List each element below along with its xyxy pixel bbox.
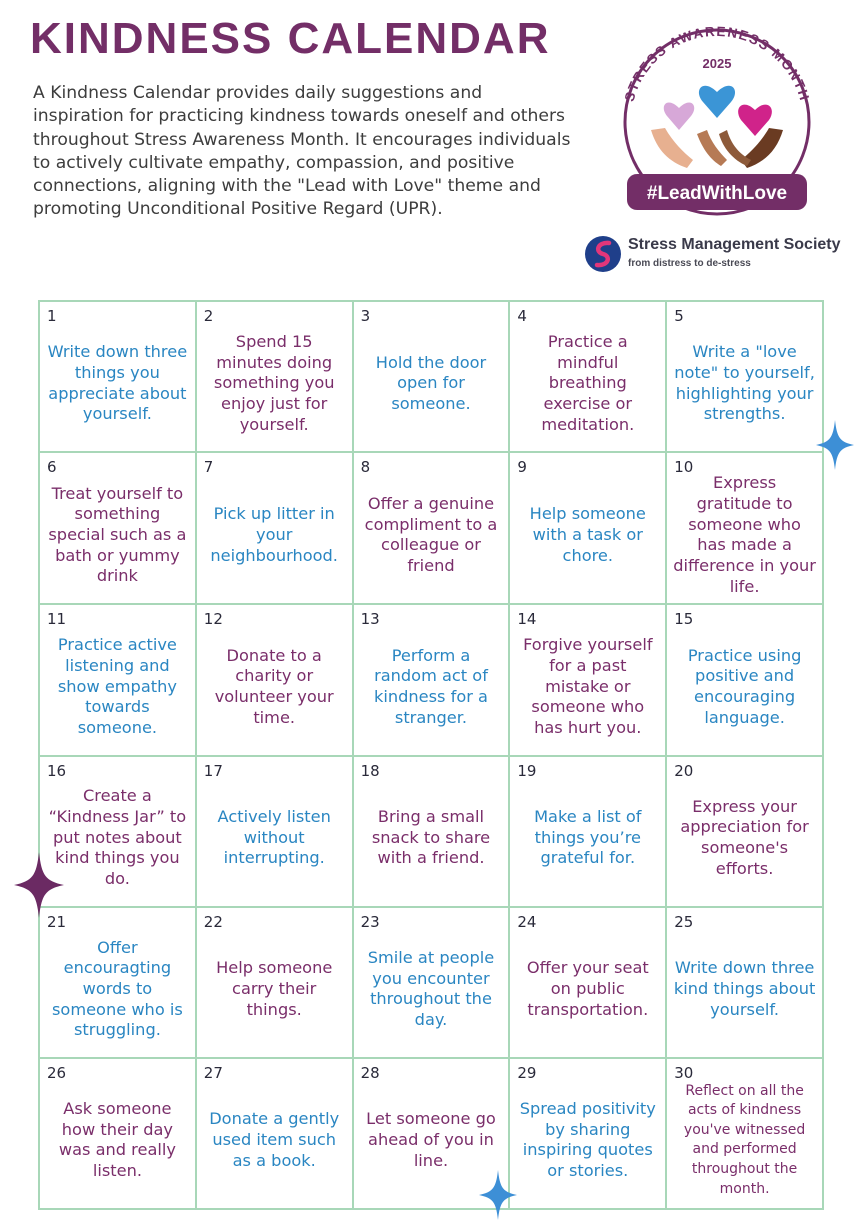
day-number: 30 bbox=[674, 1063, 694, 1082]
calendar-day-20 bbox=[666, 756, 823, 907]
calendar-day-25 bbox=[666, 907, 823, 1058]
society-logo-block bbox=[583, 230, 858, 276]
calendar-day-17 bbox=[196, 756, 353, 907]
badge-year: 2025 bbox=[702, 56, 732, 71]
day-number: 8 bbox=[360, 458, 371, 477]
day-suggestion: Write a "love note" to yourself, highlighting your strengths. bbox=[674, 342, 815, 424]
sparkle-icon bbox=[479, 1170, 517, 1220]
day-suggestion: Write down three kind things about yourself. bbox=[673, 958, 816, 1019]
day-number: 22 bbox=[203, 912, 223, 931]
day-suggestion: Donate to a charity or volunteer your time. bbox=[214, 645, 334, 727]
day-number: 21 bbox=[47, 912, 67, 931]
calendar-day-13 bbox=[353, 604, 510, 755]
calendar-day-21 bbox=[39, 907, 196, 1058]
day-suggestion: Treat yourself to something special such as a bath or yummy drink bbox=[48, 483, 187, 586]
day-suggestion: Offer encouragting words to someone who is struggling. bbox=[51, 937, 183, 1040]
calendar-day-3 bbox=[353, 301, 510, 452]
day-number: 12 bbox=[203, 610, 223, 629]
day-number: 11 bbox=[47, 610, 67, 629]
calendar-day-23 bbox=[353, 907, 510, 1058]
page-title: KINDNESS CALENDAR bbox=[30, 14, 551, 63]
day-number: 6 bbox=[47, 458, 57, 477]
badge-arc-text: STRESS AWARENESS MONTH bbox=[621, 23, 813, 104]
calendar-day-5 bbox=[666, 301, 823, 452]
day-suggestion: Perform a random act of kindness for a stranger. bbox=[374, 645, 488, 727]
calendar-day-7 bbox=[196, 452, 353, 604]
day-number: 16 bbox=[47, 761, 67, 780]
day-suggestion: Forgive yourself for a past mistake or someone who has hurt you. bbox=[523, 635, 653, 737]
calendar-day-24 bbox=[509, 907, 666, 1058]
day-number: 24 bbox=[517, 912, 537, 931]
stress-awareness-badge bbox=[607, 10, 827, 220]
day-suggestion: Spread positivity by sharing inspiring quotes or stories. bbox=[519, 1099, 656, 1181]
calendar-day-22 bbox=[196, 907, 353, 1058]
calendar-day-29 bbox=[509, 1058, 666, 1209]
day-number: 15 bbox=[674, 610, 694, 629]
day-suggestion: Bring a small snack to share with a friend. bbox=[371, 807, 491, 868]
day-number: 9 bbox=[517, 458, 527, 477]
calendar-day-2 bbox=[196, 301, 353, 452]
day-number: 25 bbox=[674, 912, 694, 931]
day-number: 18 bbox=[360, 761, 380, 780]
day-number: 26 bbox=[47, 1063, 67, 1082]
calendar-day-6 bbox=[39, 452, 196, 604]
day-suggestion: Express your appreciation for someone's efforts. bbox=[680, 796, 809, 878]
day-number: 1 bbox=[47, 307, 57, 325]
day-suggestion: Donate a gently used item such as a book. bbox=[209, 1109, 340, 1170]
day-suggestion: Help someone with a task or chore. bbox=[529, 504, 646, 565]
calendar-day-30 bbox=[666, 1058, 823, 1209]
day-number: 19 bbox=[517, 761, 537, 780]
calendar-day-11 bbox=[39, 604, 196, 755]
society-logo-icon bbox=[583, 234, 623, 274]
day-number: 10 bbox=[674, 458, 694, 477]
day-suggestion: Practice using positive and encouraging language. bbox=[687, 645, 802, 727]
day-suggestion: Make a list of things you’re grateful for. bbox=[534, 807, 642, 868]
day-suggestion: Reflect on all the acts of kindness you've witnessed and performed throughout the month. bbox=[683, 1082, 806, 1197]
day-number: 5 bbox=[674, 307, 684, 325]
day-suggestion: Hold the door open for someone. bbox=[375, 352, 487, 413]
day-suggestion: Pick up litter in your neighbourhood. bbox=[210, 504, 338, 565]
day-suggestion: Practice active listening and show empathy towards someone. bbox=[57, 635, 177, 737]
day-number: 3 bbox=[360, 307, 371, 325]
society-name: Stress Management Society bbox=[628, 236, 841, 253]
calendar-day-14 bbox=[509, 604, 666, 755]
sparkle-icon bbox=[14, 852, 64, 918]
day-suggestion: Offer your seat on public transportation. bbox=[526, 958, 649, 1019]
day-suggestion: Help someone carry their things. bbox=[216, 958, 333, 1019]
sparkle-icon bbox=[816, 420, 854, 470]
badge-hashtag: #LeadWithLove bbox=[646, 183, 788, 204]
day-number: 2 bbox=[203, 307, 214, 325]
day-number: 4 bbox=[517, 307, 527, 325]
intro-paragraph: A Kindness Calendar provides daily suggestions and inspiration for practicing kindness towards oneself and others throughout Stress Awareness Month. It encourages individuals to actively cultivate empathy, compassion, and positive connections, aligning with the "Lead with Love" theme and promoting Unconditional Positive Regard (UPR). bbox=[33, 83, 571, 220]
day-suggestion: Smile at people you encounter throughout the day. bbox=[367, 947, 495, 1029]
day-suggestion: Write down three things you appreciate about yourself. bbox=[47, 342, 188, 424]
day-suggestion: Spend 15 minutes doing something you enjoy just for yourself. bbox=[213, 331, 335, 434]
calendar-day-12 bbox=[196, 604, 353, 755]
day-suggestion: Offer a genuine compliment to a colleague or friend bbox=[364, 493, 498, 575]
calendar-day-26 bbox=[39, 1058, 196, 1209]
day-number: 13 bbox=[360, 610, 380, 629]
day-number: 29 bbox=[517, 1063, 537, 1082]
day-number: 28 bbox=[360, 1063, 380, 1082]
day-suggestion: Express gratitude to someone who has made a difference in your life. bbox=[673, 473, 816, 596]
day-number: 20 bbox=[674, 761, 694, 780]
day-suggestion: Create a “Kindness Jar” to put notes about kind things you do. bbox=[48, 786, 187, 889]
day-number: 27 bbox=[203, 1063, 223, 1082]
day-number: 7 bbox=[203, 458, 214, 477]
calendar-day-8 bbox=[353, 452, 510, 604]
calendar-grid bbox=[38, 300, 824, 1210]
calendar-day-4 bbox=[509, 301, 666, 452]
day-suggestion: Practice a mindful breathing exercise or meditation. bbox=[541, 331, 635, 434]
day-number: 23 bbox=[360, 912, 380, 931]
calendar-day-15 bbox=[666, 604, 823, 755]
day-number: 14 bbox=[517, 610, 537, 629]
calendar-day-19 bbox=[509, 756, 666, 907]
calendar-day-10 bbox=[666, 452, 823, 604]
calendar-day-18 bbox=[353, 756, 510, 907]
day-number: 17 bbox=[203, 761, 223, 780]
calendar-day-9 bbox=[509, 452, 666, 604]
calendar-day-27 bbox=[196, 1058, 353, 1209]
day-suggestion: Let someone go ahead of you in line. bbox=[366, 1109, 496, 1170]
day-suggestion: Actively listen without interrupting. bbox=[217, 807, 331, 868]
society-tagline: from distress to de-stress bbox=[628, 258, 751, 269]
day-suggestion: Ask someone how their day was and really listen. bbox=[58, 1099, 176, 1181]
calendar-day-1 bbox=[39, 301, 196, 452]
